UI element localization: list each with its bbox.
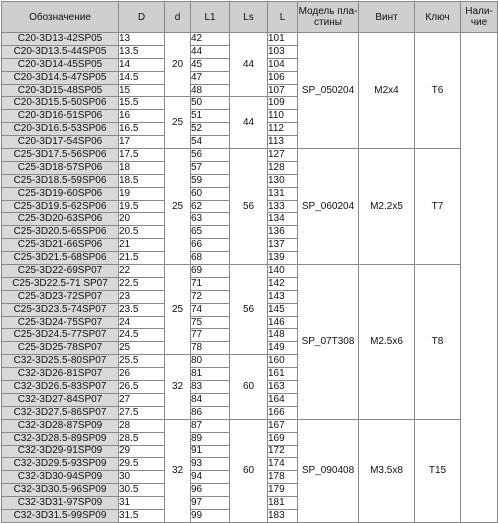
- cell-d-outer: 26: [119, 368, 165, 381]
- cell-code: C32-3D30.5-96SP09: [2, 484, 119, 497]
- cell-code: C25-3D20-63SP06: [2, 213, 119, 226]
- cell-screw: M2.2x5: [359, 149, 415, 265]
- cell-d-outer: 14: [119, 58, 165, 71]
- cell-code: C25-3D20.5-65SP06: [2, 226, 119, 239]
- cell-insert-model: SP_07T308: [298, 265, 359, 420]
- cell-l: 110: [268, 110, 298, 123]
- cell-d-outer: 14.5: [119, 71, 165, 84]
- cell-d-outer: 30: [119, 471, 165, 484]
- cell-l1: 93: [191, 458, 230, 471]
- header-key: Ключ: [415, 2, 461, 33]
- cell-d-outer: 20: [119, 213, 165, 226]
- cell-l: 172: [268, 445, 298, 458]
- cell-ls: 56: [230, 265, 268, 355]
- cell-code: C20-3D15.5-50SP06: [2, 97, 119, 110]
- table-row: [2, 33, 498, 46]
- cell-d-shank: 25: [165, 149, 191, 265]
- cell-l1: 57: [191, 161, 230, 174]
- cell-code: C25-3D18.5-59SP06: [2, 174, 119, 187]
- header-code: Обозначение: [2, 2, 119, 33]
- cell-l: 103: [268, 45, 298, 58]
- cell-screw: M2x4: [359, 33, 415, 149]
- cell-l: 104: [268, 58, 298, 71]
- cell-code: C25-3D19-60SP06: [2, 187, 119, 200]
- cell-l: 140: [268, 265, 298, 278]
- header-screw: Винт: [359, 2, 415, 33]
- cell-code: C32-3D26.5-83SP07: [2, 381, 119, 394]
- cell-ls: 60: [230, 419, 268, 522]
- cell-l: 181: [268, 497, 298, 510]
- cell-d-outer: 21: [119, 239, 165, 252]
- cell-d-outer: 19.5: [119, 200, 165, 213]
- cell-l1: 71: [191, 277, 230, 290]
- cell-code: C25-3D21-66SP06: [2, 239, 119, 252]
- header-row: [2, 2, 498, 33]
- cell-code: C32-3D29.5-93SP09: [2, 458, 119, 471]
- header-l: L: [268, 2, 298, 33]
- cell-l: 166: [268, 406, 298, 419]
- cell-l1: 65: [191, 226, 230, 239]
- table-row: [2, 419, 498, 432]
- cell-d-shank: 32: [165, 355, 191, 419]
- cell-d-outer: 29: [119, 445, 165, 458]
- cell-code: C20-3D17-54SP06: [2, 136, 119, 149]
- cell-code: C20-3D13-42SP05: [2, 33, 119, 46]
- cell-code: C20-3D16-51SP06: [2, 110, 119, 123]
- table-row: [2, 149, 498, 162]
- cell-l1: 52: [191, 123, 230, 136]
- cell-l: 107: [268, 84, 298, 97]
- cell-code: C25-3D19.5-62SP06: [2, 200, 119, 213]
- cell-l: 163: [268, 381, 298, 394]
- cell-insert-model: SP_050204: [298, 33, 359, 149]
- cell-insert-model: SP_090408: [298, 419, 359, 522]
- cell-l: 178: [268, 471, 298, 484]
- cell-d-outer: 15: [119, 84, 165, 97]
- table-row: [2, 265, 498, 278]
- cell-l: 127: [268, 149, 298, 162]
- cell-d-shank: 32: [165, 419, 191, 522]
- cell-code: C32-3D27-84SP07: [2, 393, 119, 406]
- cell-code: C32-3D31.5-99SP09: [2, 509, 119, 522]
- cell-d-outer: 13.5: [119, 45, 165, 58]
- cell-l: 179: [268, 484, 298, 497]
- cell-l1: 47: [191, 71, 230, 84]
- cell-l1: 63: [191, 213, 230, 226]
- cell-l1: 74: [191, 303, 230, 316]
- header-insert-model: Модель пла-стины: [298, 2, 359, 33]
- cell-l: 109: [268, 97, 298, 110]
- cell-l1: 66: [191, 239, 230, 252]
- cell-d-outer: 20.5: [119, 226, 165, 239]
- cell-l1: 45: [191, 58, 230, 71]
- cell-d-outer: 18.5: [119, 174, 165, 187]
- cell-d-shank: 20: [165, 33, 191, 97]
- cell-code: C25-3D24.5-77SP07: [2, 329, 119, 342]
- cell-d-outer: 31.5: [119, 509, 165, 522]
- cell-l1: 91: [191, 445, 230, 458]
- cell-code: C20-3D15-48SP05: [2, 84, 119, 97]
- cell-code: C32-3D28-87SP09: [2, 419, 119, 432]
- cell-d-outer: 22.5: [119, 277, 165, 290]
- cell-l: 167: [268, 419, 298, 432]
- cell-l1: 86: [191, 406, 230, 419]
- cell-screw: M2.5x6: [359, 265, 415, 420]
- header-ls: Ls: [230, 2, 268, 33]
- cell-l: 137: [268, 239, 298, 252]
- cell-l1: 87: [191, 419, 230, 432]
- cell-d-outer: 23: [119, 290, 165, 303]
- cell-code: C25-3D22-69SP07: [2, 265, 119, 278]
- cell-l1: 59: [191, 174, 230, 187]
- cell-availability: [461, 33, 498, 523]
- cell-d-outer: 23.5: [119, 303, 165, 316]
- cell-l: 164: [268, 393, 298, 406]
- cell-l: 183: [268, 509, 298, 522]
- cell-code: C25-3D21.5-68SP06: [2, 252, 119, 265]
- cell-key: T8: [415, 265, 461, 420]
- cell-code: C32-3D28.5-89SP09: [2, 432, 119, 445]
- cell-l1: 94: [191, 471, 230, 484]
- cell-l1: 80: [191, 355, 230, 368]
- cell-code: C25-3D23-72SP07: [2, 290, 119, 303]
- cell-d-outer: 26.5: [119, 381, 165, 394]
- cell-d-outer: 27: [119, 393, 165, 406]
- cell-l: 101: [268, 33, 298, 46]
- cell-code: C32-3D25.5-80SP07: [2, 355, 119, 368]
- cell-ls: 44: [230, 97, 268, 149]
- cell-d-outer: 25.5: [119, 355, 165, 368]
- cell-key: T7: [415, 149, 461, 265]
- cell-l: 142: [268, 277, 298, 290]
- cell-code: C32-3D27.5-86SP07: [2, 406, 119, 419]
- cell-l1: 68: [191, 252, 230, 265]
- cell-l: 131: [268, 187, 298, 200]
- cell-d-outer: 31: [119, 497, 165, 510]
- cell-l: 149: [268, 342, 298, 355]
- cell-l: 145: [268, 303, 298, 316]
- cell-insert-model: SP_060204: [298, 149, 359, 265]
- cell-l1: 62: [191, 200, 230, 213]
- cell-l1: 54: [191, 136, 230, 149]
- cell-l1: 44: [191, 45, 230, 58]
- cell-code: C25-3D18-57SP06: [2, 161, 119, 174]
- cell-l1: 60: [191, 187, 230, 200]
- cell-code: C25-3D23.5-74SP07: [2, 303, 119, 316]
- cell-code: C20-3D16.5-53SP06: [2, 123, 119, 136]
- cell-d-outer: 24.5: [119, 329, 165, 342]
- cell-l: 113: [268, 136, 298, 149]
- cell-d-outer: 13: [119, 33, 165, 46]
- header-d-outer: D: [119, 2, 165, 33]
- cell-l1: 84: [191, 393, 230, 406]
- header-availability: Нали-чие: [461, 2, 498, 33]
- cell-code: C32-3D29-91SP09: [2, 445, 119, 458]
- cell-d-outer: 19: [119, 187, 165, 200]
- cell-l: 160: [268, 355, 298, 368]
- cell-l: 134: [268, 213, 298, 226]
- cell-code: C25-3D24-75SP07: [2, 316, 119, 329]
- cell-code: C25-3D22.5-71 SP07: [2, 277, 119, 290]
- cell-l1: 72: [191, 290, 230, 303]
- cell-l1: 81: [191, 368, 230, 381]
- cell-l: 143: [268, 290, 298, 303]
- cell-code: C32-3D31-97SP09: [2, 497, 119, 510]
- cell-d-outer: 25: [119, 342, 165, 355]
- cell-screw: M3.5x8: [359, 419, 415, 522]
- cell-l1: 42: [191, 33, 230, 46]
- cell-d-outer: 30.5: [119, 484, 165, 497]
- cell-d-outer: 22: [119, 265, 165, 278]
- cell-d-outer: 15.5: [119, 97, 165, 110]
- cell-d-outer: 29.5: [119, 458, 165, 471]
- cell-d-outer: 24: [119, 316, 165, 329]
- cell-d-shank: 25: [165, 265, 191, 355]
- table-body: [2, 33, 498, 523]
- cell-l1: 75: [191, 316, 230, 329]
- cell-d-outer: 27.5: [119, 406, 165, 419]
- cell-d-outer: 18: [119, 161, 165, 174]
- cell-l1: 50: [191, 97, 230, 110]
- cell-l1: 99: [191, 509, 230, 522]
- cell-l1: 77: [191, 329, 230, 342]
- cell-d-outer: 17.5: [119, 149, 165, 162]
- cell-l: 128: [268, 161, 298, 174]
- header-d-shank: d: [165, 2, 191, 33]
- cell-code: C25-3D25-78SP07: [2, 342, 119, 355]
- cell-l1: 51: [191, 110, 230, 123]
- cell-ls: 44: [230, 33, 268, 97]
- cell-code: C32-3D30-94SP09: [2, 471, 119, 484]
- cell-d-outer: 17: [119, 136, 165, 149]
- cell-key: T15: [415, 419, 461, 522]
- cell-l1: 97: [191, 497, 230, 510]
- cell-d-outer: 16.5: [119, 123, 165, 136]
- cell-ls: 60: [230, 355, 268, 419]
- cell-l: 139: [268, 252, 298, 265]
- cell-l: 146: [268, 316, 298, 329]
- cell-d-outer: 16: [119, 110, 165, 123]
- cell-l: 133: [268, 200, 298, 213]
- cell-l: 112: [268, 123, 298, 136]
- cell-code: C32-3D26-81SP07: [2, 368, 119, 381]
- cell-l: 174: [268, 458, 298, 471]
- cell-code: C20-3D14.5-47SP05: [2, 71, 119, 84]
- cell-l1: 56: [191, 149, 230, 162]
- cell-l: 169: [268, 432, 298, 445]
- cell-l: 136: [268, 226, 298, 239]
- cell-code: C20-3D13.5-44SP05: [2, 45, 119, 58]
- cell-d-outer: 28: [119, 419, 165, 432]
- cell-l1: 89: [191, 432, 230, 445]
- cell-l: 106: [268, 71, 298, 84]
- cell-l: 161: [268, 368, 298, 381]
- cell-l: 148: [268, 329, 298, 342]
- cell-l1: 48: [191, 84, 230, 97]
- tool-spec-table: [1, 1, 498, 523]
- cell-l1: 96: [191, 484, 230, 497]
- header-l1: L1: [191, 2, 230, 33]
- cell-l1: 69: [191, 265, 230, 278]
- cell-l: 130: [268, 174, 298, 187]
- cell-ls: 56: [230, 149, 268, 265]
- cell-l1: 83: [191, 381, 230, 394]
- cell-key: T6: [415, 33, 461, 149]
- cell-d-shank: 25: [165, 97, 191, 149]
- cell-d-outer: 28.5: [119, 432, 165, 445]
- cell-code: C25-3D17.5-56SP06: [2, 149, 119, 162]
- cell-code: C20-3D14-45SP05: [2, 58, 119, 71]
- cell-l1: 78: [191, 342, 230, 355]
- cell-d-outer: 21.5: [119, 252, 165, 265]
